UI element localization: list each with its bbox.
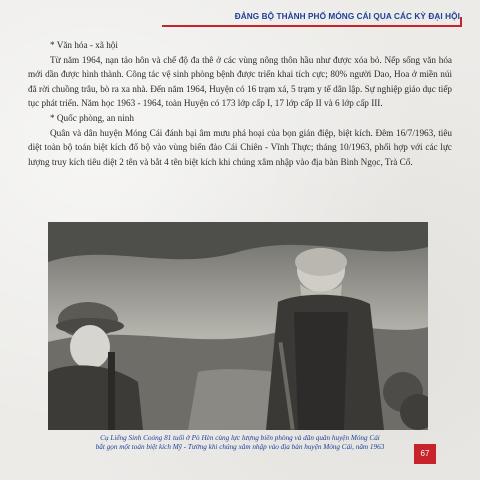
section-heading-defense: * Quốc phòng, an ninh — [50, 112, 134, 123]
caption-line-1: Cụ Liếng Sinh Coóng 81 tuổi ở Pò Hèn cùng lực lượng biên phòng và dân quân huyện Móng Cái — [100, 434, 380, 442]
historical-photo — [48, 222, 428, 430]
photo-illustration — [48, 222, 428, 430]
header-rule — [162, 25, 462, 27]
page-number: 67 — [414, 444, 436, 464]
paragraph-culture: Từ năm 1964, nạn tảo hôn và chế độ đa thê ở các vùng nông thôn hầu như được xóa bỏ. Nếp sống văn hóa mới dần được hình thành. Công tác vệ sinh phòng bệnh được triển khai tích cực; 80% người Dao, Hoa ở miền núi đã rời chuồng trâu, bò ra xa nhà. Đến năm 1964, Huyện có 16 trạm xá, 5 trạm y tế dân lập. Sự nghiệp giáo dục tiếp tục phát triển. Năm học 1963 - 1964, toàn Huyện có 173 lớp cấp I, 17 lớp cấp II và 6 lớp cấp III. — [28, 54, 452, 109]
body-text — [28, 38, 452, 169]
page-header — [0, 0, 480, 32]
photo-caption — [40, 434, 440, 452]
section-heading-culture: * Văn hóa - xã hội — [50, 40, 118, 50]
caption-line-2: bắt gọn một toán biệt kích Mỹ - Tưởng khi chúng xâm nhập vào địa bàn huyện Móng Cái, năm 1963 — [95, 443, 385, 451]
running-header-title: ĐẢNG BỘ THÀNH PHỐ MÓNG CÁI QUA CÁC KỲ ĐẠI HỘI — [234, 12, 460, 21]
paragraph-defense: Quân và dân huyện Móng Cái đánh bại âm mưu phá hoại của bọn gián điệp, biệt kích. Đêm 16/7/1963, tiêu diệt toàn bộ toán biệt kích đổ bộ vào vùng biển đảo Cái Chiên - Vĩnh Thực; tháng 10/1963, phối hợp với các lực lượng truy kích tiêu diệt 2 tên và bắt 4 tên biệt kích khi chúng xâm nhập vào địa bàn Bình Ngọc, Trà Cổ. — [28, 127, 452, 167]
